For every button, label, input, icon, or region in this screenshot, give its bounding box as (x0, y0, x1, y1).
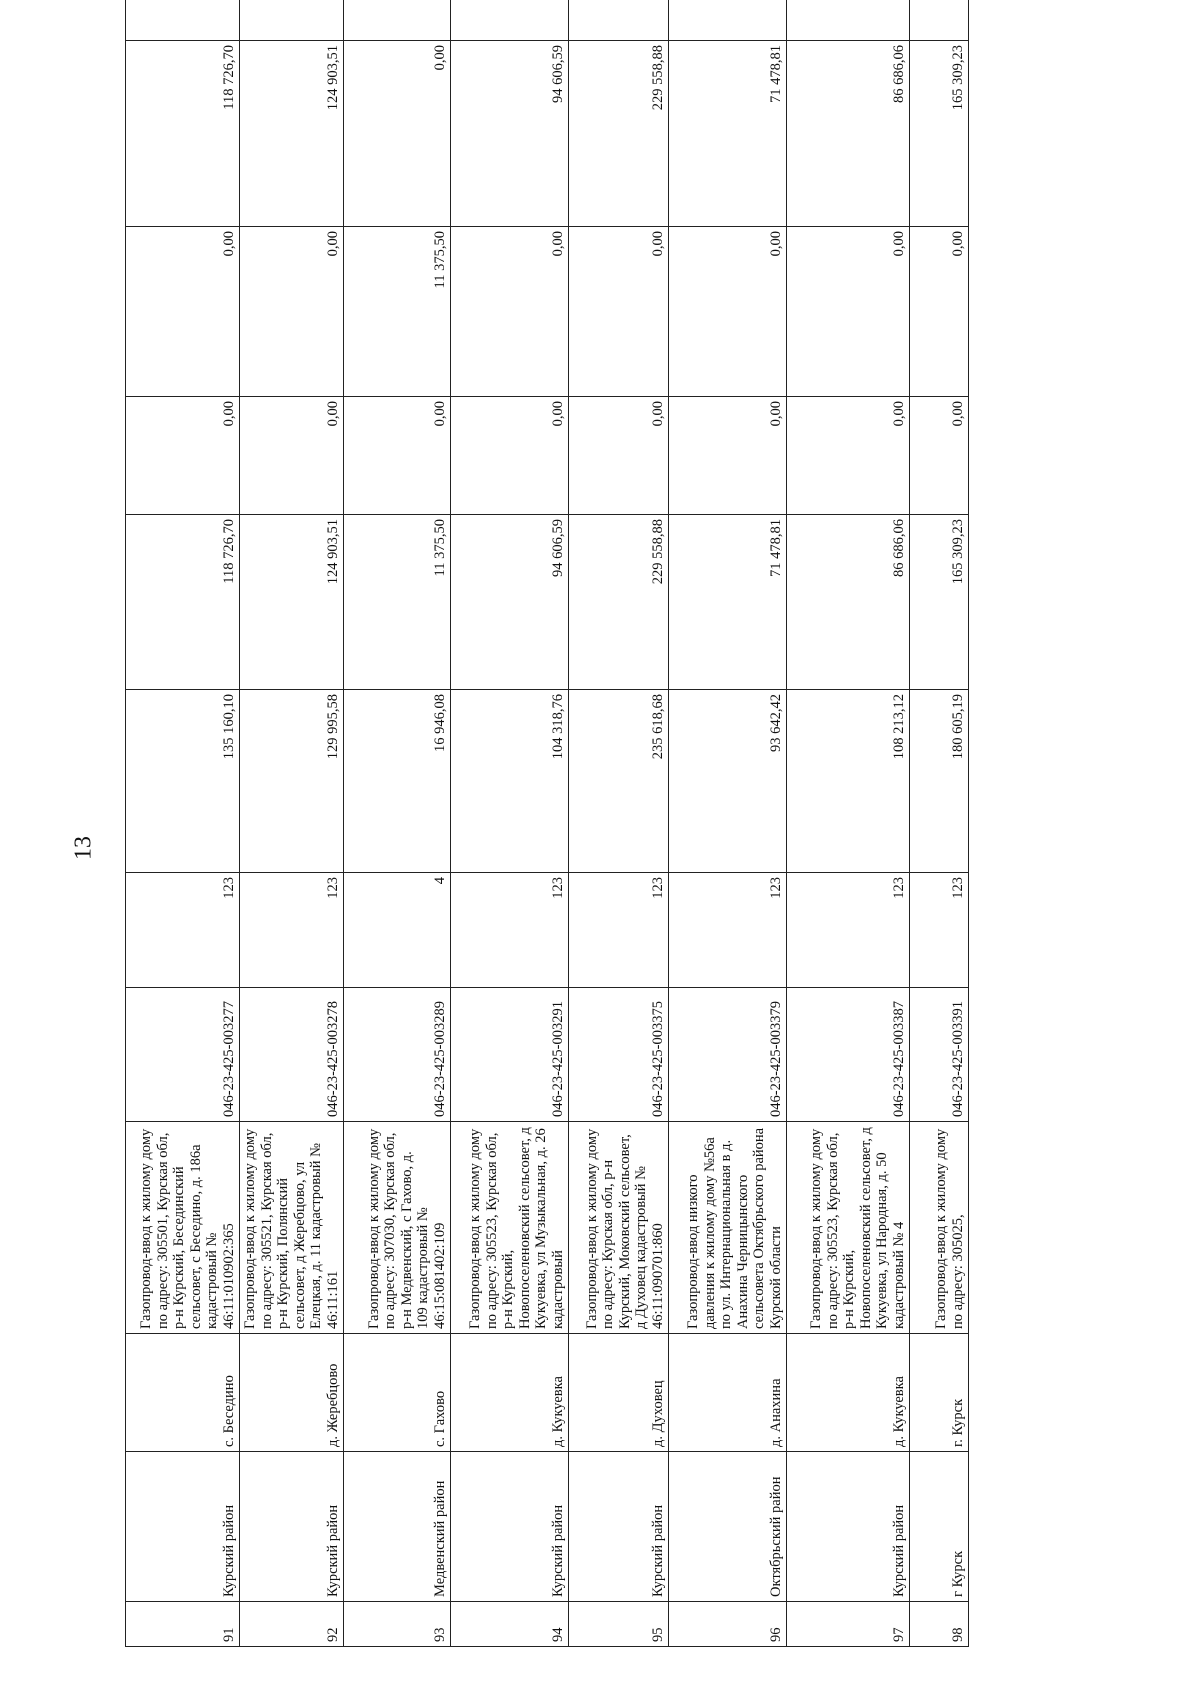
inventory-number-cell: 046-23-425-003387 (787, 988, 910, 1122)
district-cell: г Курск (910, 1452, 969, 1602)
locality-cell: д. Жеребцово (240, 1334, 344, 1452)
code-cell: 4 (344, 873, 451, 988)
district-cell: Курский район (451, 1452, 569, 1602)
object-description-cell: Газопровод-ввод к жилому дому по адресу: 305025, (910, 1122, 969, 1334)
rotated-table-container (125, 45, 966, 1647)
table-row (344, 0, 451, 1647)
value-2-cell: 165 309,23 (910, 515, 969, 690)
value-1-cell: 129 995,58 (240, 690, 344, 873)
value-6-cell (910, 0, 969, 41)
value-6-cell (344, 0, 451, 41)
value-5-cell: 124 903,51 (240, 41, 344, 227)
value-2-cell: 229 558,88 (569, 515, 669, 690)
value-2-cell: 94 606,59 (451, 515, 569, 690)
value-4-cell: 0,00 (569, 227, 669, 397)
row-number: 93 (344, 1602, 451, 1647)
object-description-cell: Газопровод-ввод низкого давления к жилому дому №56а по ул. Интернациональная в д. Анахина Черницынского сельсовета Октябрьского района Курской области (669, 1122, 787, 1334)
value-2-cell: 86 686,06 (787, 515, 910, 690)
value-1-cell: 235 618,68 (569, 690, 669, 873)
value-4-cell: 0,00 (910, 227, 969, 397)
inventory-number-cell: 046-23-425-003379 (669, 988, 787, 1122)
value-5-cell: 229 558,88 (569, 41, 669, 227)
locality-cell: д. Духовец (569, 1334, 669, 1452)
object-description-cell: Газопровод-ввод к жилому дому по адресу: 305501, Курская обл, р-н Курский, Бесединский сельсовет, с Беседино, д. 186а кадастровый № 46:11:010902:365 (126, 1122, 240, 1334)
value-3-cell: 0,00 (669, 397, 787, 515)
row-number: 98 (910, 1602, 969, 1647)
value-1-cell: 135 160,10 (126, 690, 240, 873)
value-1-cell: 104 318,76 (451, 690, 569, 873)
value-2-cell: 118 726,70 (126, 515, 240, 690)
value-3-cell: 0,00 (910, 397, 969, 515)
table-row (669, 0, 787, 1647)
value-6-cell (669, 0, 787, 41)
locality-cell: с. Гахово (344, 1334, 451, 1452)
district-cell: Курский район (240, 1452, 344, 1602)
row-number: 95 (569, 1602, 669, 1647)
row-number: 96 (669, 1602, 787, 1647)
table-row (126, 0, 240, 1647)
object-description-cell: Газопровод-ввод к жилому дому по адресу: 305523, Курская обл, р-н Курский, Новопоселеновский сельсовет, д Кукуевка, ул Музыкальная, д. 26 кадастровый (451, 1122, 569, 1334)
district-cell: Курский район (787, 1452, 910, 1602)
value-5-cell: 165 309,23 (910, 41, 969, 227)
locality-cell: г. Курск (910, 1334, 969, 1452)
value-5-cell: 86 686,06 (787, 41, 910, 227)
row-number: 94 (451, 1602, 569, 1647)
value-3-cell: 0,00 (787, 397, 910, 515)
value-4-cell: 0,00 (669, 227, 787, 397)
value-1-cell: 108 213,12 (787, 690, 910, 873)
code-cell: 123 (569, 873, 669, 988)
inventory-number-cell: 046-23-425-003375 (569, 988, 669, 1122)
district-cell: Курский район (569, 1452, 669, 1602)
inventory-number-cell: 046-23-425-003278 (240, 988, 344, 1122)
value-4-cell: 0,00 (787, 227, 910, 397)
value-3-cell: 0,00 (126, 397, 240, 515)
value-1-cell: 16 946,08 (344, 690, 451, 873)
value-1-cell: 93 642,42 (669, 690, 787, 873)
code-cell: 123 (787, 873, 910, 988)
value-3-cell: 0,00 (344, 397, 451, 515)
value-3-cell: 0,00 (569, 397, 669, 515)
code-cell: 123 (240, 873, 344, 988)
code-cell: 123 (126, 873, 240, 988)
row-number: 92 (240, 1602, 344, 1647)
table-row (240, 0, 344, 1647)
value-6-cell (787, 0, 910, 41)
value-4-cell: 0,00 (126, 227, 240, 397)
row-number: 91 (126, 1602, 240, 1647)
value-1-cell: 180 605,19 (910, 690, 969, 873)
value-5-cell: 0,00 (344, 41, 451, 227)
inventory-number-cell: 046-23-425-003289 (344, 988, 451, 1122)
value-6-cell (240, 0, 344, 41)
value-6-cell (451, 0, 569, 41)
locality-cell: д. Кукуевка (787, 1334, 910, 1452)
value-4-cell: 11 375,50 (344, 227, 451, 397)
locality-cell: д. Анахина (669, 1334, 787, 1452)
table-row (787, 0, 910, 1647)
value-4-cell: 0,00 (451, 227, 569, 397)
locality-cell: с. Беседино (126, 1334, 240, 1452)
district-cell: Медвенский район (344, 1452, 451, 1602)
object-description-cell: Газопровод-ввод к жилому дому по адресу: 305521, Курская обл, р-н Курский, Полянский сельсовет, д Жеребцово, ул Елецкая, д. 11 кадастровый № 46:11:161 (240, 1122, 344, 1334)
object-description-cell: Газопровод-ввод к жилому дому по адресу: 305523, Курская обл, р-н Курский, Новопоселеновский сельсовет, д Кукуевка, ул Народная, д. 50 кадастровый № 4 (787, 1122, 910, 1334)
value-5-cell: 118 726,70 (126, 41, 240, 227)
object-description-cell: Газопровод-ввод к жилому дому по адресу: 307030, Курская обл, р-н Медвенский, с Гахово, д. 109 кадастровый № 46:15:081402:109 (344, 1122, 451, 1334)
assets-table (125, 0, 969, 1647)
value-2-cell: 11 375,50 (344, 515, 451, 690)
inventory-number-cell: 046-23-425-003277 (126, 988, 240, 1122)
value-2-cell: 124 903,51 (240, 515, 344, 690)
code-cell: 123 (451, 873, 569, 988)
object-description-cell: Газопровод-ввод к жилому дому по адресу: Курская обл, р-н Курский, Моковский сельсовет, д Духовец кадастровый № 46:11:090701:860 (569, 1122, 669, 1334)
district-cell: Октябрьский район (669, 1452, 787, 1602)
code-cell: 123 (910, 873, 969, 988)
row-number: 97 (787, 1602, 910, 1647)
value-2-cell: 71 478,81 (669, 515, 787, 690)
locality-cell: д. Кукуевка (451, 1334, 569, 1452)
inventory-number-cell: 046-23-425-003291 (451, 988, 569, 1122)
value-3-cell: 0,00 (240, 397, 344, 515)
value-6-cell (569, 0, 669, 41)
value-3-cell: 0,00 (451, 397, 569, 515)
district-cell: Курский район (126, 1452, 240, 1602)
value-5-cell: 71 478,81 (669, 41, 787, 227)
inventory-number-cell: 046-23-425-003391 (910, 988, 969, 1122)
value-6-cell (126, 0, 240, 41)
value-5-cell: 94 606,59 (451, 41, 569, 227)
table-row (569, 0, 669, 1647)
table-row (451, 0, 569, 1647)
value-4-cell: 0,00 (240, 227, 344, 397)
table-row (910, 0, 969, 1647)
code-cell: 123 (669, 873, 787, 988)
page-number: 13 (70, 836, 97, 860)
